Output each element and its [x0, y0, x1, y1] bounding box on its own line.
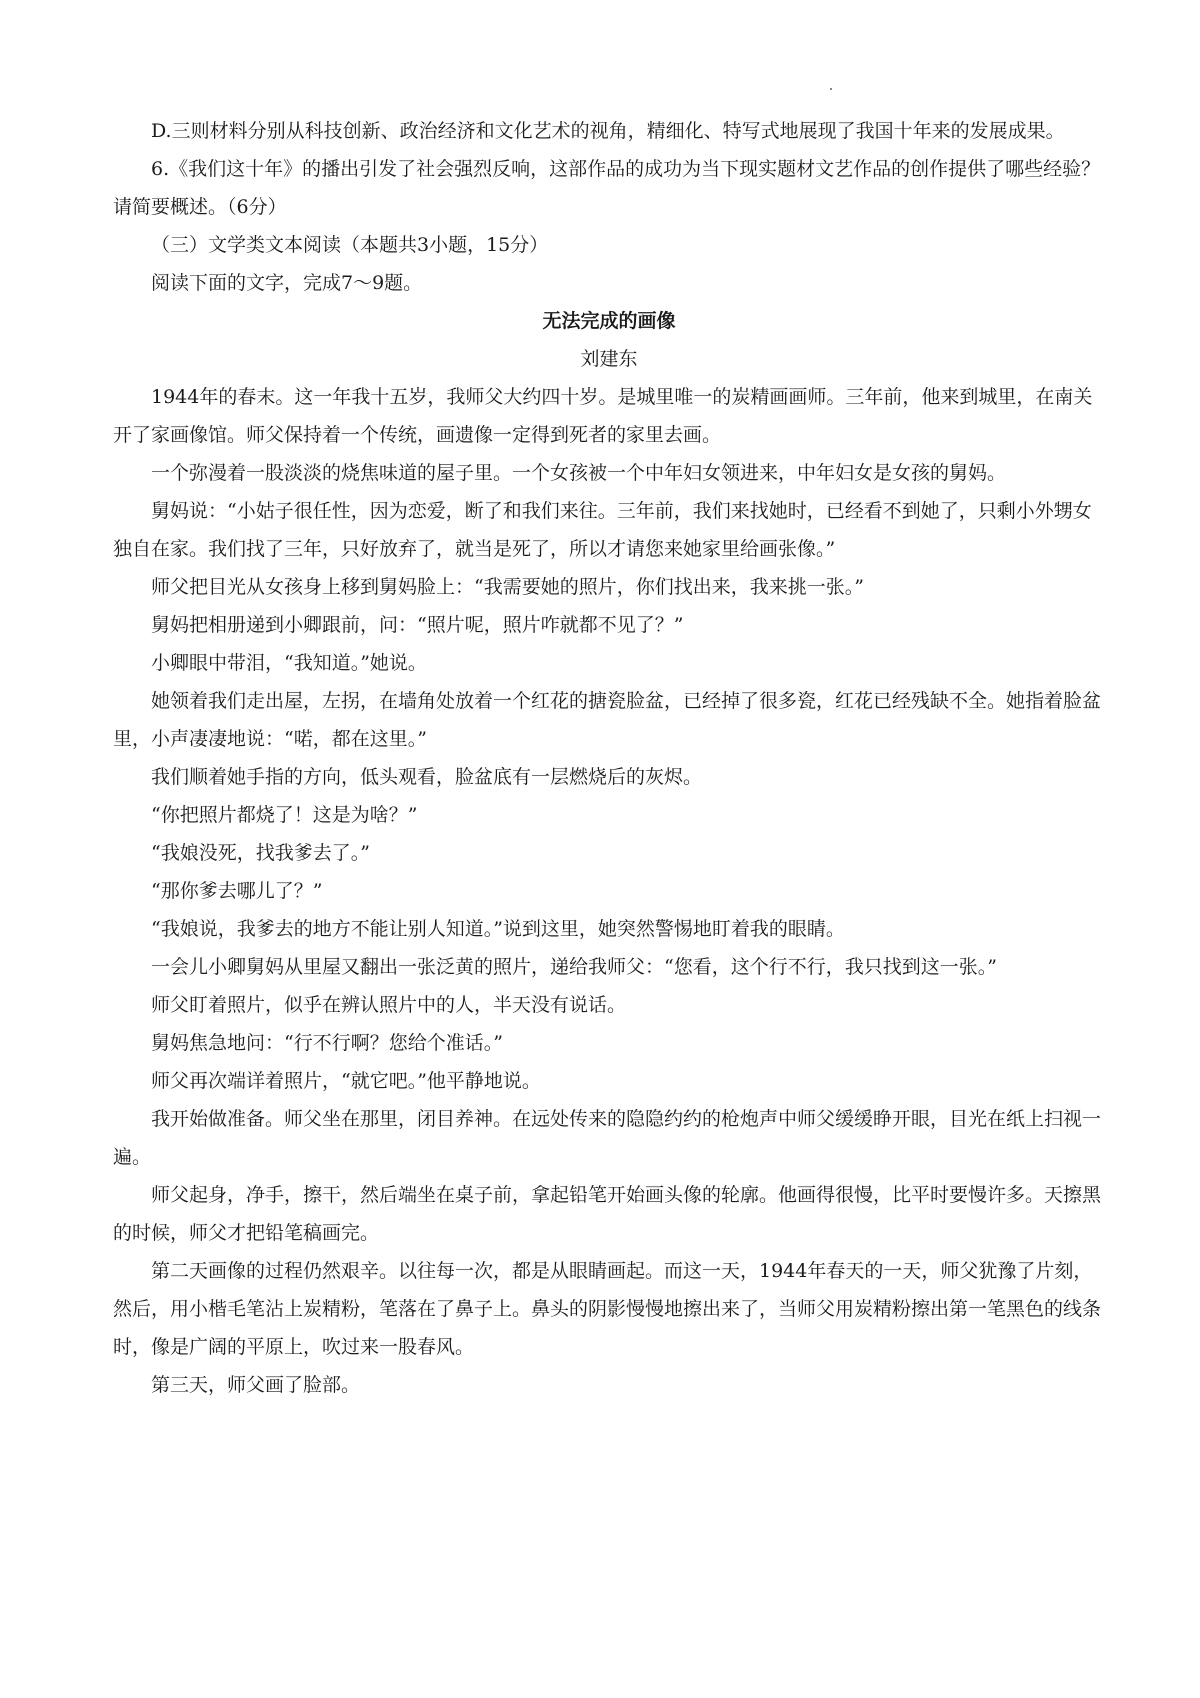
question-6: 6.《我们这十年》的播出引发了社会强烈反响，这部作品的成功为当下现实题材文艺作品的创作提供了哪些经验？请简要概述。（6分） — [113, 158, 1101, 218]
story-paragraph: 第三天，师父画了脸部。 — [151, 1374, 361, 1396]
story-author: 刘建东 — [580, 348, 638, 370]
story-paragraph: 舅妈说：“小姑子很任性，因为恋爱，断了和我们来往。三年前，我们来找她时，已经看不到她了，只剩小外甥女独自在家。我们找了三年，只好放弃了，就当是死了，所以才请您来她家里给画张像。” — [113, 500, 1092, 560]
story-paragraph: 第二天画像的过程仍然艰辛。以往每一次，都是从眼睛画起。而这一天，1944年春天的一天，师父犹豫了片刻，然后，用小楷毛笔沾上炭精粉，笔落在了鼻子上。鼻头的阴影慢慢地擦出来了，当师父用炭精粉擦出第一笔黑色的线条时，像是广阔的平原上，吹过来一股春风。 — [113, 1260, 1102, 1358]
story-paragraph: 她领着我们走出屋，左拐，在墙角处放着一个红花的搪瓷脸盆，已经掉了很多瓷，红花已经残缺不全。她指着脸盆里，小声凄凄地说：“喏，都在这里。” — [113, 690, 1102, 750]
story-paragraph: 师父起身，净手，擦干，然后端坐在桌子前，拿起铅笔开始画头像的轮廓。他画得很慢，比平时要慢许多。天擦黑的时候，师父才把铅笔稿画完。 — [113, 1184, 1102, 1244]
story-paragraph: 师父盯着照片，似乎在辨认照片中的人，半天没有说话。 — [151, 994, 627, 1016]
story-paragraph: 一会儿小卿舅妈从里屋又翻出一张泛黄的照片，递给我师父：“您看，这个行不行，我只找到这一张。” — [151, 956, 997, 978]
story-paragraph: 舅妈焦急地问：“行不行啊？您给个准话。” — [151, 1032, 503, 1054]
story-paragraph: “那你爹去哪儿了？” — [151, 880, 323, 902]
option-d-paragraph: D.三则材料分别从科技创新、政治经济和文化艺术的视角，精细化、特写式地展现了我国十年来的发展成果。 — [151, 120, 1065, 142]
document-body — [113, 112, 1105, 1404]
story-paragraph: 一个弥漫着一股淡淡的烧焦味道的屋子里。一个女孩被一个中年妇女领进来，中年妇女是女孩的舅妈。 — [151, 462, 1007, 484]
story-paragraph: 舅妈把相册递到小卿跟前，问：“照片呢，照片咋就都不见了？” — [151, 614, 684, 636]
story-title: 无法完成的画像 — [542, 310, 676, 332]
story-paragraph: 我开始做准备。师父坐在那里，闭目养神。在远处传来的隐隐约约的枪炮声中师父缓缓睁开眼，目光在纸上扫视一遍。 — [113, 1108, 1102, 1168]
scan-speck — [830, 88, 832, 90]
story-paragraph: 小卿眼中带泪，“我知道。”她说。 — [151, 652, 427, 674]
story-paragraph: “你把照片都烧了！这是为啥？” — [151, 804, 418, 826]
reading-instruction: 阅读下面的文字，完成7～9题。 — [151, 272, 423, 294]
section-heading: （三）文学类文本阅读（本题共3小题，15分） — [151, 234, 549, 256]
story-paragraph: 师父把目光从女孩身上移到舅妈脸上：“我需要她的照片，你们找出来，我来挑一张。” — [151, 576, 864, 598]
story-paragraph: “我娘说，我爹去的地方不能让别人知道。”说到这里，她突然警惕地盯着我的眼睛。 — [151, 918, 845, 940]
story-paragraph: “我娘没死，找我爹去了。” — [151, 842, 370, 864]
story-paragraph: 1944年的春末。这一年我十五岁，我师父大约四十岁。是城里唯一的炭精画画师。三年前，他来到城里，在南关开了家画像馆。师父保持着一个传统，画遗像一定得到死者的家里去画。 — [113, 386, 1093, 446]
story-paragraph: 我们顺着她手指的方向，低头观看，脸盆底有一层燃烧后的灰烬。 — [151, 766, 703, 788]
story-paragraph: 师父再次端详着照片，“就它吧。”他平静地说。 — [151, 1070, 541, 1092]
